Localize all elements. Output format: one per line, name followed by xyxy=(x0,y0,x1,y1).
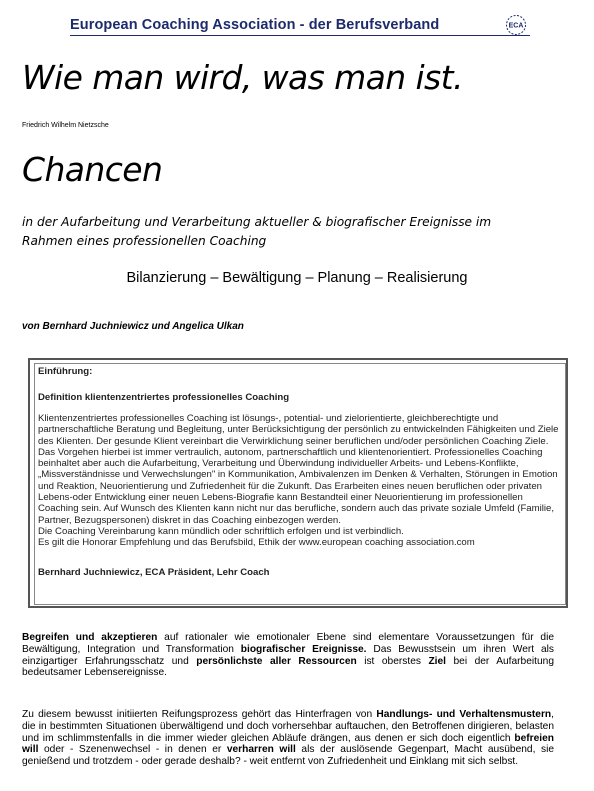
p1-text-3: ist oberstes xyxy=(356,655,429,667)
definition-body xyxy=(38,413,562,549)
p2-text-3: oder - Szenenwechsel - in denen er xyxy=(38,744,227,756)
intro-box xyxy=(28,358,568,608)
fee-text: Es gilt die Honorar Empfehlung und das Berufsbild, Ethik der www.european coaching association.com xyxy=(38,537,475,549)
definition-text: Klientenzentriertes professionelles Coaching ist lösungs-, potential- und zielorientierte, gleichberechtigte und partnerschaftliche Beratung und Begleitung, unter Berücksichtigung der persönlich zu entwickelnden Fähigkeiten und Ziele des Klienten. Der gesunde Klient vereinbart die Verwirklichung seiner beruflichen und/oder persönlichen Coaching Ziele. Das Vorgehen hierbei ist immer vertraulich, autonom, partnerschaftlich und klientenorientiert. Professionelles Coaching beinhaltet aber auch die Aufarbeitung, Verarbeitung und Überwindung individueller Arbeits- und Lebens-Konflikte, „Missverständnisse und Verwechslungen" in Kommunikation, Ambivalenzen im Denken & Verhalten, Störungen in Emotion und Reaktion, Neuorientierung und Zufriedenheit für die Zukunft. Das Erarbeiten eines neuen beruflichen oder privaten Lebens-oder Entwicklung einer neuen Lebens-Biografie kann Bestandteil einer Neuorientierung im professionellen Coaching sein. Auf Wunsch des Klienten kann nicht nur das berufliche, sondern auch das private soziale Umfeld (Familie, Partner, Bezugspersonen) diskret in das Coaching einbezogen werden. xyxy=(38,413,559,526)
lead-text: in der Aufarbeitung und Verarbeitung aktueller & biografischer Ereignisse im Rahmen eines professionellen Coaching xyxy=(22,215,492,248)
headline-quote: Wie man wird, was man ist. xyxy=(22,58,463,97)
agreement-text: Die Coaching Vereinbarung kann mündlich oder schriftlich erfolgen und ist verbindlich. xyxy=(38,525,404,537)
paragraph-1 xyxy=(22,632,554,679)
p2-text-4: als der auslösende Gegenpart, Macht ausübend, sie genießend und trotzdem - oder gerade deshalb? - weit entfernt von Zufriedenheit und Einklang mit sich selbst. xyxy=(22,744,554,768)
page-header xyxy=(70,14,530,36)
p1-text-4: bei der Aufarbeitung bedeutsamer Lebensereignisse. xyxy=(22,655,554,679)
p2-bold-3: verharren will xyxy=(226,744,296,756)
authors-line: von Bernhard Juchniewicz und Angelica Ulkan xyxy=(22,321,244,332)
p1-bold-4: Ziel xyxy=(428,655,446,667)
tagline: Bilanzierung – Bewältigung – Planung – Realisierung xyxy=(126,270,468,286)
association-title: European Coaching Association - der Berufsverband xyxy=(70,16,440,33)
intro-signature: Bernhard Juchniewicz, ECA Präsident, Lehr Coach xyxy=(38,566,270,578)
p1-text-1: auf rationaler wie emotionaler Ebene sind elementare Voraussetzungen für die Bewältigung, Integration und Transformation xyxy=(22,632,555,655)
intro-box-inner xyxy=(34,363,566,605)
p2-bold-1: Handlungs- und Verhaltensmustern xyxy=(376,709,552,720)
article-title: Chancen xyxy=(22,150,163,189)
quote-author: Friedrich Wilhelm Nietzsche xyxy=(22,122,109,129)
p1-bold-1: Begreifen und akzeptieren xyxy=(22,632,158,643)
p2-text-1: Zu diesem bewusst initiierten Reifungsprozess gehört das Hinterfragen von xyxy=(22,709,377,720)
p2-bold-2: befreien will xyxy=(22,732,554,756)
eca-logo-icon xyxy=(504,14,528,36)
p1-text-2: Das Bewusstsein um ihren Wert als einzigartiger Erfahrungsschatz und xyxy=(22,643,554,667)
definition-title: Definition klientenzentriertes professionelles Coaching xyxy=(38,392,290,403)
p1-bold-3: persönlichste aller Ressourcen xyxy=(196,655,357,667)
p1-bold-2: biografischer Ereignisse. xyxy=(240,643,367,655)
paragraph-2 xyxy=(22,709,554,768)
eca-logo-text: ECA xyxy=(508,22,524,30)
intro-label: Einführung: xyxy=(38,366,93,377)
p2-text-2: , die in bestimmten Situationen überwältigend und doch vorhersehbar auftauchen, den Betroffenen dirigieren, belasten und im schlimmstenfalls in die immer wieder gleichen Abläufe drängen, aus denen er sich doch eigentlich xyxy=(22,709,555,744)
